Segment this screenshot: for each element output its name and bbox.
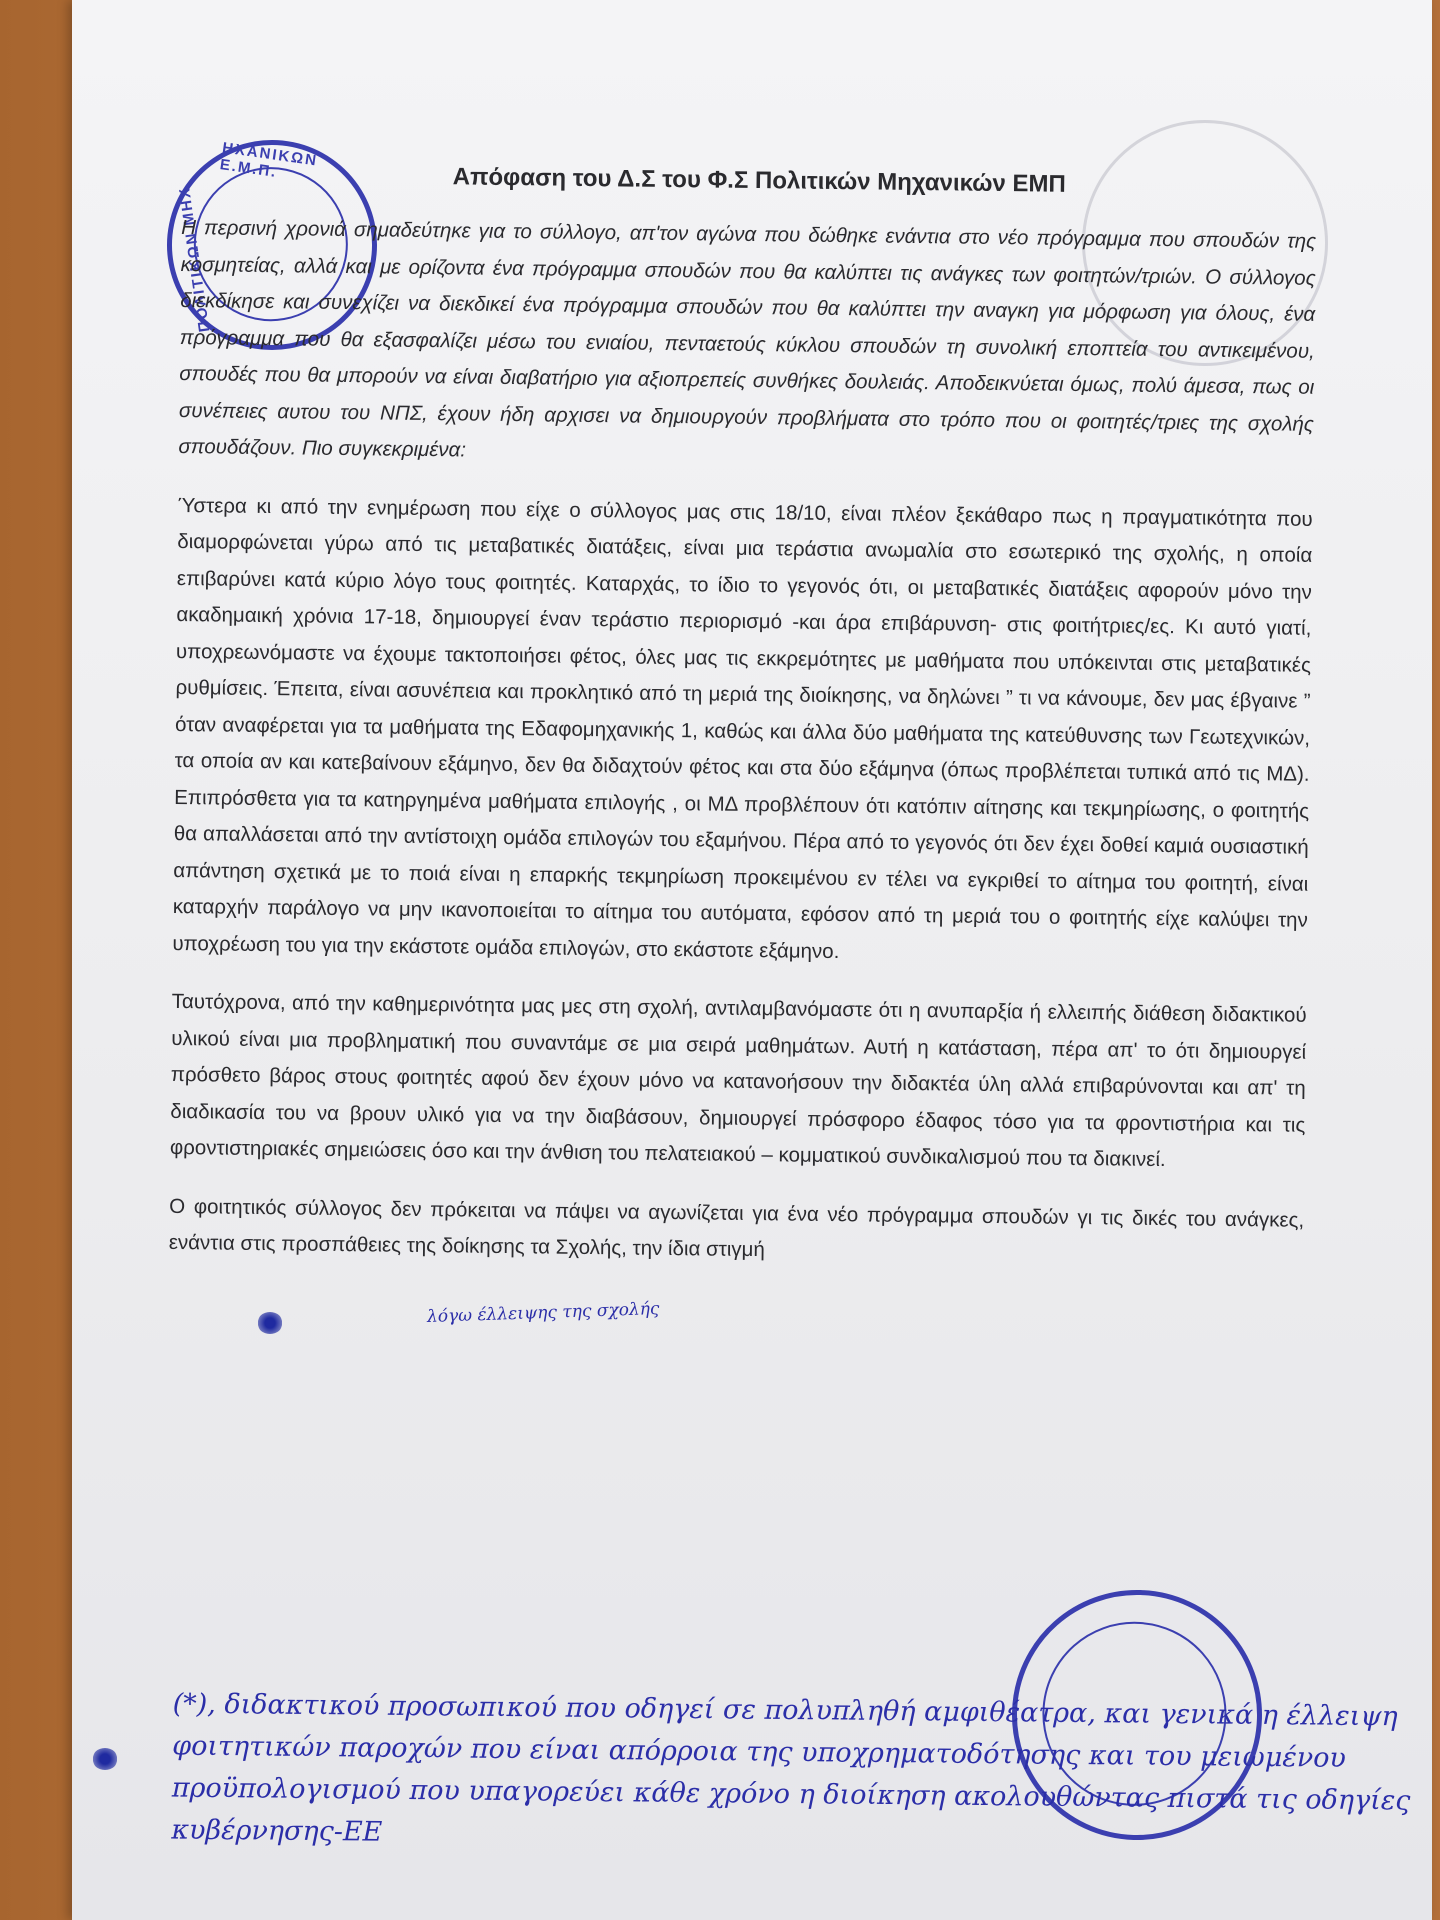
- handwritten-footnote: (*), διδακτικού προσωπικού που οδηγεί σε πολυπληθή αμφιθέατρα, και γενικά η έλλειψη φοιτητικών παροχών που είναι απόρροια της υποχρηματοδότησης και του μειωμένου προϋπολογισμού που υπαγορεύει κάθε χρόνο η διοίκηση ακολουθώντας πιστά τις οδηγίες κυβέρνησης-ΕΕ: [171, 1688, 1411, 1848]
- document-body: [168, 160, 1317, 1297]
- stamp-side-text: ΠΟΛΙΤΙΚΩΝ ΜΗΧ: [176, 185, 214, 334]
- paragraph-3: Ταυτόχρονα, από την καθημερινότητα μας μες στη σχολή, αντιλαμβανόμαστε ότι η ανυπαρξία ή ελλειπής διάθεση διδακτικού υλικού είναι μια προβληματική που συναντάμε σε μια σειρά μαθημάτων. Αυτή η κατάσταση, πέρα απ' το ότι δημιουργεί πρόσθετο βάρος στους φοιτητές αφού δεν έχουν μόνο να κατανοήσουν την διδακτέα ύλη αλλά επιβαρύνονται και απ' τη διαδικασία του να βρουν υλικό για να την διαβάσουν, δημιουργεί πρόσφορο έδαφος τόσο για τα φροντιστήρια και τις φροντιστηριακές σημειώσεις όσο και την άνθιση του πελατειακού – κομματικού συνδικαλισμού που τα διακινεί.: [169, 989, 1307, 1172]
- document-page: [72, 0, 1432, 1920]
- document-title: Απόφαση του Δ.Σ του Φ.Σ Πολιτικών Μηχανικών ΕΜΠ: [452, 163, 1066, 198]
- ink-mark-icon: [92, 1748, 118, 1770]
- handwritten-insert-note: λόγω έλλειψης της σχολής: [426, 1298, 660, 1328]
- ink-mark-icon: [257, 1312, 283, 1334]
- paragraph-1: Η περσινή χρονιά σημαδεύτηκε για το σύλλογο, απ'τον αγώνα που δώθηκε ενάντια στο νέο πρόγραμμα που σπουδών της κοσμητείας, αλλά και με ορίζοντα ένα πρόγραμμα σπουδών που θα καλύπτει τις ανάγκες των φοιτητών/τριών. Ο σύλλογος διεκδίκησε και συνεχίζει να διεκδικεί ένα πρόγραμμα σπουδών που θα καλύπτει την αναγκη για μόρφωση για όλους, ένα πρόγραμμα που θα εξασφαλίζει μέσω του ενιαίου, πενταετούς κύκλου σπουδών τη συνολική εποπτεία του αντικειμένου, σπουδές που θα μπορούν να είναι διαβατήριο για αξιοπρεπείς συνθήκες δουλειάς. Αποδεικνύεται όμως, πολύ άμεσα, πως οι συνέπειες αυτου του ΝΠΣ, έχουν ήδη αρχισει να δημιουργούν προβλήματα στο τρόπο που οι φοιτητές/τριες της σχολής σπουδάζουν. Πιο συγκεκριμένα:: [178, 215, 1317, 462]
- paragraph-2: Ύστερα κι από την ενημέρωση που είχε ο σύλλογος μας στις 18/10, είναι πλέον ξεκάθαρο πως η πραγματικότητα που διαμορφώνεται γύρω από τις μεταβατικές διατάξεις, είναι μια τεράστια ανωμαλία στο εσωτερικό της σχολής, η οποία επιβαρύνει κατά κύριο λόγο τους φοιτητές. Καταρχάς, το ίδιο το γεγονός ότι, οι μεταβατικές διατάξεις αφορούν μόνο την ακαδημαική χρόνια 17-18, δημιουργεί έναν τεράστιο περιορισμό -και άρα επιβάρυνση- στις φοιτήτριες/ες. Κι αυτό γιατί, υποχρεωνόμαστε να έχουμε τακτοποιήσει φέτος, όλες μας τις εκκρεμότητες με μαθήματα που υπόκεινται στις μεταβατικές ρυθμίσεις. Έπειτα, είναι ασυνέπεια και προκλητικό από τη μεριά της διοίκησης, να δηλώνει ” τι να κάνουμε, δεν μας έβγαινε ” όταν αναφέρεται για τα μαθήματα της Εδαφομηχανικής 1, καθώς και άλλα δύο μαθήματα της κατεύθυνσης των Γεωτεχνικών, τα οποία αν και κατεβαίνουν εξάμηνο, δεν θα διδαχτούν φέτος και στα δύο εξάμηνα (όπως προβλέπεται τυπικά από τις ΜΔ). Επιπρόσθετα για τα κατηργημένα μαθήματα επιλογής , οι ΜΔ προβλέπουν ότι κατόπιν αίτησης και τεκμηρίωσης, ο φοιτητής θα απαλλάσεται από την αντίστοιχη ομάδα επιλογών του εξαμήνου. Πέρα από το γεγονός ότι δεν έχει δοθεί καμιά ουσιαστική απάντηση σχετικά με το ποιά είναι η επαρκής τεκμηρίωση προκειμένου εν τέλει να εγκριθεί το αίτημα του φοιτητή, είναι καταρχήν παράλογο να μην ικανοποιείται το αίτημα του αυτόματα, εφόσον από τη μεριά του ο φοιτητής είχε καλύψει την υποχρέωση του για την εκάστοτε ομάδα επιλογών, στο εκάστοτε εξάμηνο.: [172, 493, 1313, 963]
- paragraph-4: Ο φοιτητικός σύλλογος δεν πρόκειται να πάψει να αγωνίζεται για ένα νέο πρόγραμμα σπουδών γι τις δικές του ανάγκες, ενάντια στις προσπάθειες της δοίκησης τα Σχολής, την ίδια στιγμή: [168, 1194, 1305, 1262]
- stamp-text: ΗΧΑΝΙΚΩΝ Ε.Μ.Π.: [218, 139, 319, 182]
